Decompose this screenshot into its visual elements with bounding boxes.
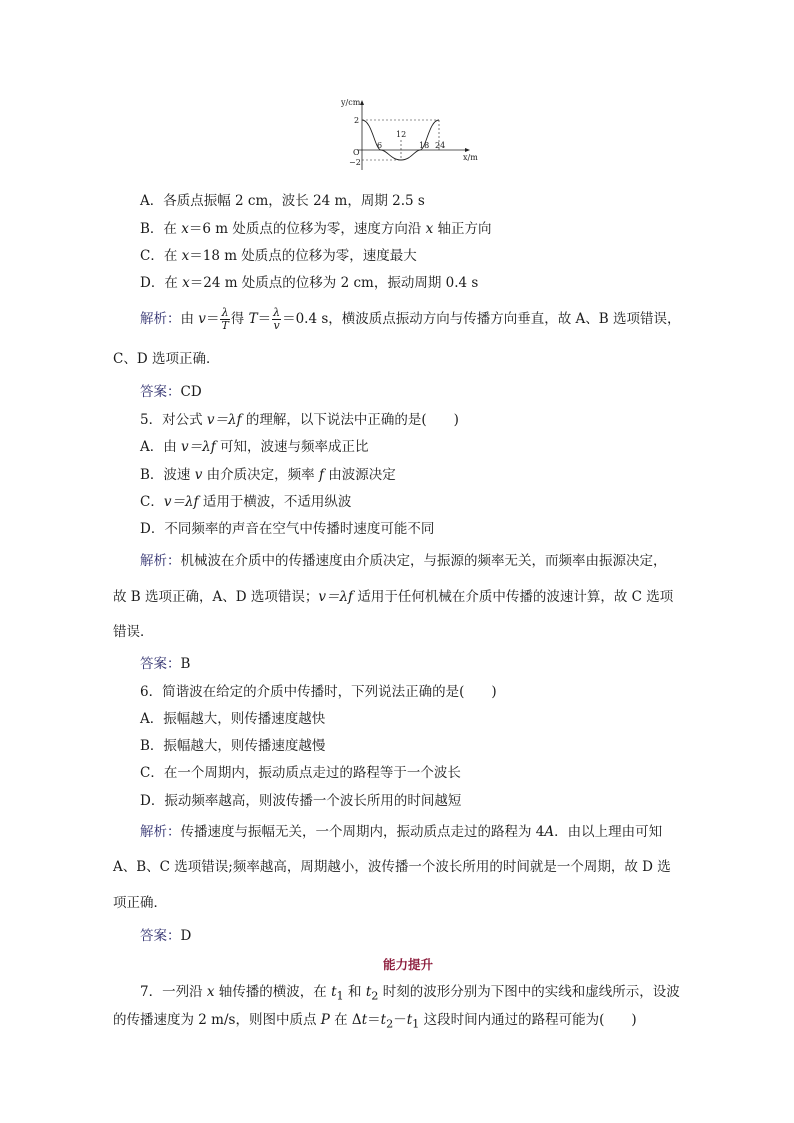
- q6-stem: 6．简谐波在给定的介质中传播时，下列说法正确的是( ): [140, 684, 497, 700]
- q6-analysis: 解析：传播速度与振幅无关，一个周期内，振动质点走过的路程为 4A．由以上理由可知: [140, 824, 663, 840]
- x-axis-label: x/m: [463, 153, 478, 162]
- q6-option-d: D．振动频率越高，则波传播一个波长所用的时间越短: [140, 793, 462, 809]
- y-axis-arrow: [360, 100, 364, 105]
- q6-option-a: A．振幅越大，则传播速度越快: [140, 711, 326, 727]
- y-axis-label: y/cm: [341, 98, 361, 107]
- q5-answer: 答案：B: [140, 656, 191, 672]
- origin-label: O: [353, 148, 360, 157]
- analysis-label: 解析：: [140, 311, 181, 327]
- x-tick-12: 12: [396, 130, 407, 139]
- q4-analysis-line2: C、D 选项正确．: [113, 351, 220, 367]
- y-tick-minus2: −2: [349, 158, 361, 167]
- wave-graph: [335, 96, 485, 176]
- fraction-lambda-over-v: $\frac{\lambda}{v}$: [273, 306, 281, 332]
- q6-analysis-line3: 项正确．: [113, 895, 167, 911]
- y-tick-2: 2: [354, 116, 360, 125]
- q6-answer: 答案：D: [140, 928, 192, 944]
- q4-option-a: A．各质点振幅 2 cm，波长 24 m，周期 2.5 s: [140, 193, 425, 209]
- q6-option-b: B．振幅越大，则传播速度越慢: [140, 738, 326, 754]
- q6-analysis-line2: A、B、C 选项错误;频率越高，周期越小，波传播一个波长所用的时间就是一个周期，故 D 选: [113, 859, 671, 875]
- q7-stem-line1: 7．一列沿 x 轴传播的横波，在 $t_1$ 和 $t_2$ 时刻的波形分别为下图中的实线和虚线所示，设波: [140, 984, 680, 1003]
- q5-option-b: B．波速 v 由介质决定，频率 f 由波源决定: [140, 467, 396, 483]
- fraction-lambda-over-t: $\frac{\lambda}{T}$: [221, 306, 229, 332]
- wave-curve: [362, 120, 439, 160]
- q5-analysis-line3: 错误．: [113, 624, 154, 640]
- section-title: 能力提升: [383, 957, 434, 972]
- q5-analysis-line2: 故 B 选项正确，A、D 选项错误；v＝λf 适用于任何机械在介质中传播的波速计算，故 C 选项: [113, 589, 674, 605]
- q5-option-d: D．不同频率的声音在空气中传播时速度可能不同: [140, 521, 435, 537]
- q4-analysis: 解析：由 v＝ $\frac{\lambda}{T}$ 得 T＝ $\frac{\lambda}{v}$ ＝0.4 s，横波质点振动方向与传播方向垂直，故 A、B 选项错误，: [140, 306, 681, 332]
- x-axis-arrow: [465, 148, 470, 152]
- q4-answer: 答案：CD: [140, 384, 202, 400]
- x-tick-6: 6: [377, 141, 383, 150]
- q5-stem: 5．对公式 v＝λf 的理解，以下说法中正确的是( ): [140, 412, 459, 428]
- q5-option-c: C．v＝λf 适用于横波，不适用纵波: [140, 494, 352, 510]
- q4-option-b: B．在 x＝6 m 处质点的位移为零，速度方向沿 x 轴正方向: [140, 221, 492, 237]
- q5-option-a: A．由 v＝λf 可知，波速与频率成正比: [140, 439, 369, 455]
- x-tick-18: 18: [419, 141, 430, 150]
- q7-stem-line2: 的传播速度为 2 m/s，则图中质点 P 在 $\Delta t=t_2-t_1$ 这段时间内通过的路程可能为( ): [113, 1012, 637, 1031]
- q4-option-c: C．在 x＝18 m 处质点的位移为零，速度最大: [140, 248, 417, 264]
- q4-option-d: D．在 x＝24 m 处质点的位移为 2 cm，振动周期 0.4 s: [140, 275, 479, 291]
- q5-analysis: 解析：机械波在介质中的传播速度由介质决定，与振源的频率无关，而频率由振源决定，: [140, 553, 667, 569]
- q6-option-c: C．在一个周期内，振动质点走过的路程等于一个波长: [140, 765, 461, 781]
- x-tick-24: 24: [435, 141, 446, 150]
